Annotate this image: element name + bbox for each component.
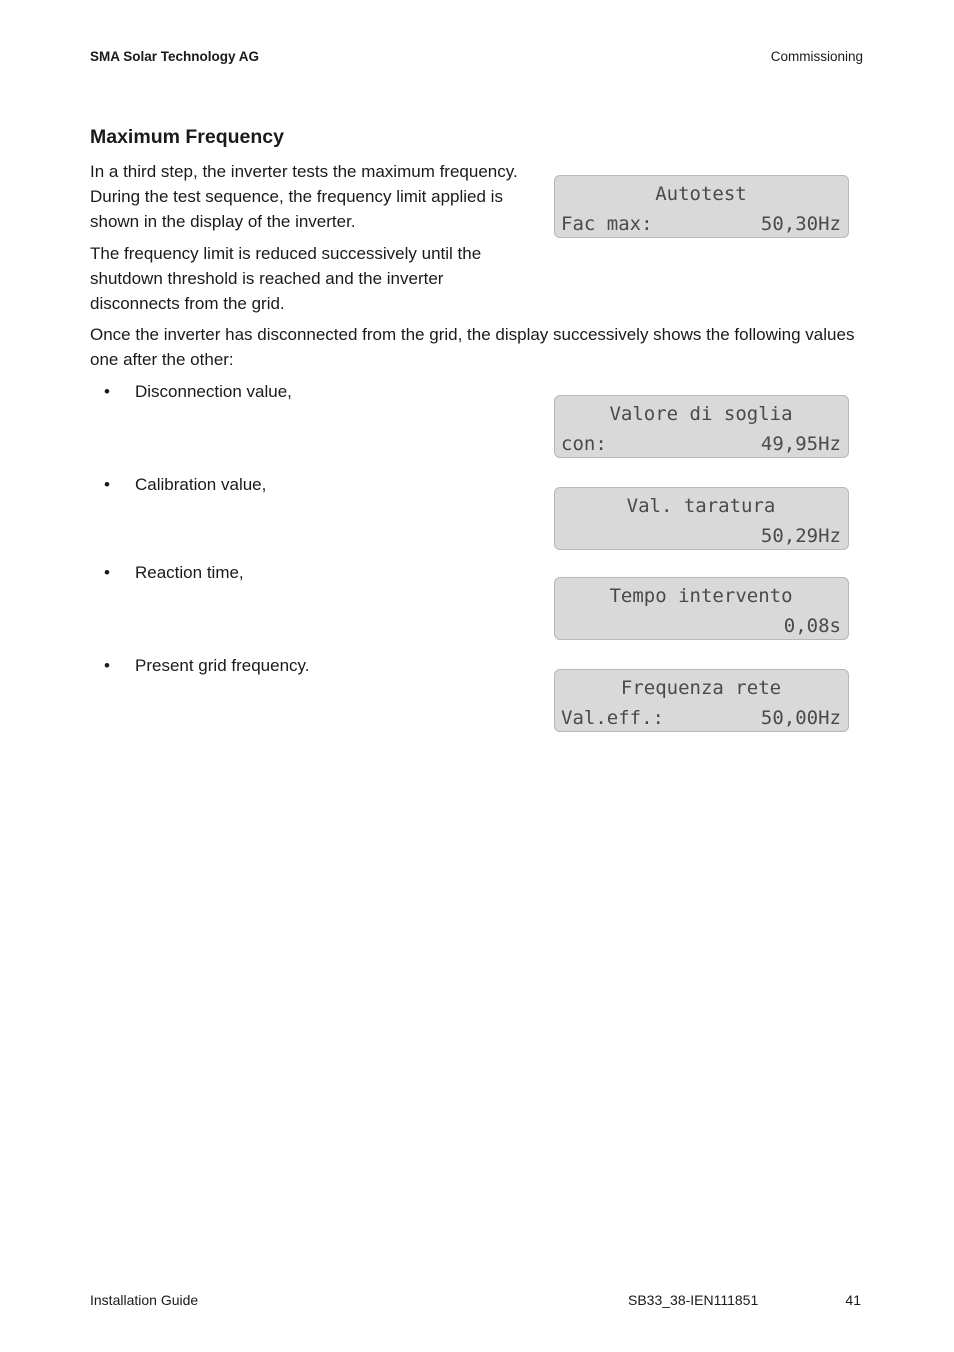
paragraph-intro: In a third step, the inverter tests the maximum frequency. During the test sequence, the frequency limit applied is shown in the display of the inverter.: [90, 162, 518, 231]
lcd-line-2: [561, 210, 841, 238]
lcd-line-2: [561, 522, 841, 550]
lcd-display-autotest: [554, 175, 849, 238]
lcd-value: 0,08s: [783, 615, 841, 637]
list-item-text: Present grid frequency.: [135, 656, 310, 675]
lcd-line-2: [561, 704, 841, 732]
lcd-line-1: Tempo intervento: [609, 585, 793, 607]
footer-doc-code: SB33_38-IEN111851: [628, 1292, 759, 1308]
lcd-line-1: Autotest: [655, 183, 747, 205]
lcd-value: 49,95Hz: [760, 433, 841, 455]
lcd-value: 50,00Hz: [760, 707, 841, 729]
list-item: [104, 472, 266, 497]
paragraph-reduction: The frequency limit is reduced successively until the shutdown threshold is reached and the inverter disconnects from the grid.: [90, 244, 482, 313]
bullet-icon: •: [104, 382, 110, 401]
list-item-text: Calibration value,: [135, 475, 267, 494]
lcd-display-reaction-time: [554, 577, 849, 640]
bullet-icon: •: [104, 475, 110, 494]
bullet-icon: •: [104, 563, 110, 582]
bullet-icon: •: [104, 656, 110, 675]
footer-doc-type: Installation Guide: [90, 1292, 199, 1308]
lcd-line-2: [561, 612, 841, 640]
list-item-text: Reaction time,: [135, 563, 244, 582]
lcd-display-calibration: [554, 487, 849, 550]
lcd-line-1: Val. taratura: [626, 495, 776, 517]
lcd-line-1: Frequenza rete: [620, 677, 782, 699]
lcd-display-disconnection: [554, 395, 849, 458]
lcd-label: Val.eff.:: [561, 707, 664, 729]
section-title: Maximum Frequency: [90, 126, 284, 148]
lcd-line-1: Valore di soglia: [609, 403, 793, 425]
lcd-label: Fac max:: [561, 213, 653, 235]
lcd-label: con:: [561, 433, 607, 455]
header-section: Commissioning: [770, 49, 863, 64]
list-item-text: Disconnection value,: [135, 382, 292, 401]
lcd-value: 50,30Hz: [760, 213, 841, 235]
list-item: [104, 379, 292, 404]
lcd-line-2: [561, 430, 841, 458]
lcd-display-grid-frequency: [554, 669, 849, 732]
list-item: [104, 653, 310, 678]
paragraph-sequence: Once the inverter has disconnected from the grid, the display successively shows the following values one after the other:: [90, 325, 855, 369]
lcd-value: 50,29Hz: [760, 525, 841, 547]
header-company: SMA Solar Technology AG: [90, 49, 260, 64]
list-item: [104, 560, 244, 585]
page-number: 41: [845, 1292, 861, 1308]
